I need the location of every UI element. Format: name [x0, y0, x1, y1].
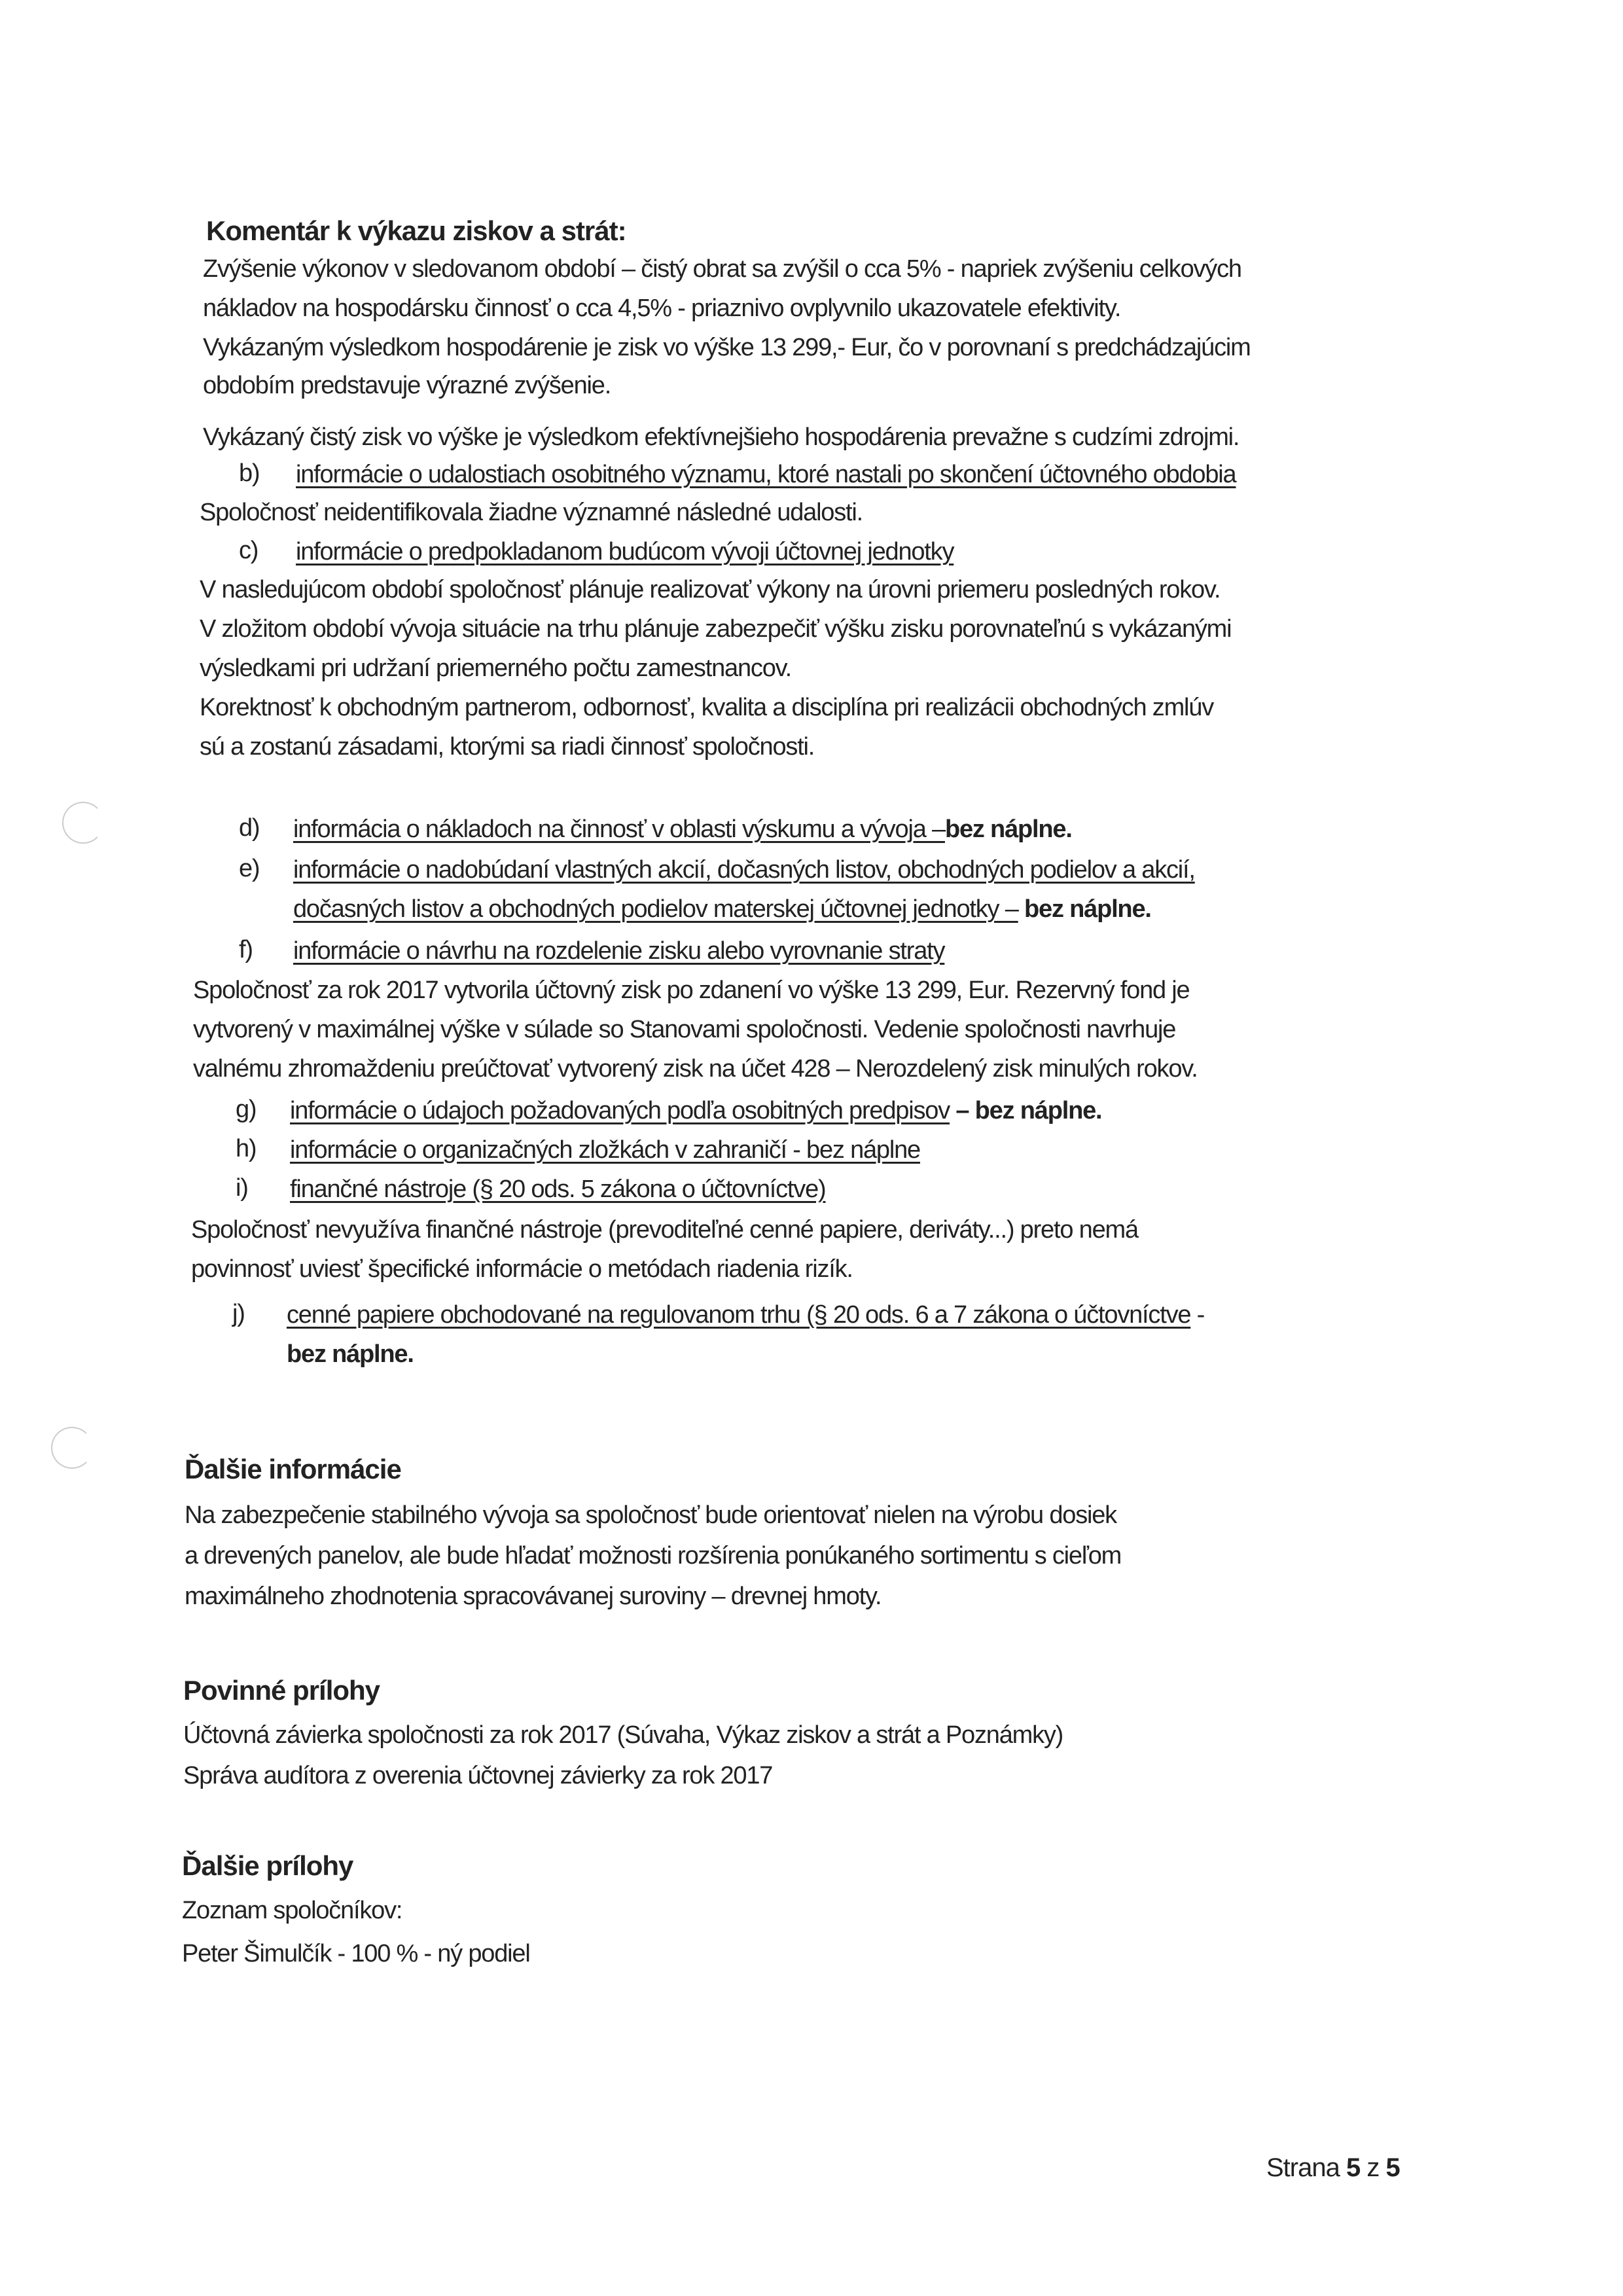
text-line: výsledkami pri udržaní priemerného počtu zamestnancov.: [200, 655, 791, 682]
text-line: Správa audítora z overenia účtovnej závierky za rok 2017: [183, 1762, 773, 1789]
text-line: sú a zostanú zásadami, ktorými sa riadi činnosť spoločnosti.: [200, 733, 815, 761]
item-title: informácie o údajoch požadovaných podľa osobitných predpisov: [290, 1097, 950, 1124]
item-suffix: bez náplne.: [1024, 895, 1151, 923]
comment-heading: Komentár k výkazu ziskov a strát:: [206, 215, 626, 246]
item-label: f): [239, 936, 253, 963]
text-line: Zvýšenie výkonov v sledovanom období – čistý obrat sa zvýšil o cca 5% - napriek zvýšeniu celkových: [203, 255, 1241, 283]
punch-hole: [62, 802, 104, 844]
item-label: d): [239, 814, 260, 842]
text-line: maximálneho zhodnotenia spracovávanej suroviny – drevnej hmoty.: [185, 1583, 882, 1610]
item-dash: -: [1196, 1301, 1205, 1329]
text-line: nákladov na hospodársku činnosť o cca 4,5% - priaznivo ovplyvnilo ukazovatele efektivity.: [203, 295, 1121, 322]
item-title-row: [287, 1300, 1204, 1330]
item-title: informácie o organizačných zložkách v zahraničí - bez náplne: [290, 1136, 920, 1164]
page-current: 5: [1346, 2153, 1361, 2182]
item-title: dočasných listov a obchodných podielov materskej účtovnej jednotky –: [293, 895, 1018, 923]
section-heading: Ďalšie prílohy: [182, 1850, 353, 1881]
item-suffix: – bez náplne.: [955, 1097, 1102, 1124]
item-label: e): [239, 855, 260, 882]
text-line: povinnosť uviesť špecifické informácie o metódach riadenia rizík.: [191, 1255, 853, 1283]
text-line: vytvorený v maximálnej výške v súlade so Stanovami spoločnosti. Vedenie spoločnosti navrhuje: [193, 1016, 1176, 1043]
item-title: informácie o predpokladanom budúcom vývoji účtovnej jednotky: [296, 538, 954, 565]
text-line: Vykázaným výsledkom hospodárenie je zisk vo výške 13 299,- Eur, čo v porovnaní s predchádzajúcim: [203, 334, 1251, 361]
item-title-row: [293, 894, 1151, 924]
item-suffix: bez náplne.: [287, 1340, 414, 1368]
item-title-row: [290, 1096, 1101, 1126]
item-title: informácie o nadobúdaní vlastných akcií, dočasných listov, obchodných podielov a akcií,: [293, 856, 1195, 884]
item-title: finančné nástroje (§ 20 ods. 5 zákona o účtovníctve): [290, 1175, 826, 1203]
page-total: 5: [1385, 2153, 1400, 2182]
item-label: i): [236, 1174, 248, 1202]
item-title-row: [293, 814, 1072, 844]
item-suffix: bez náplne.: [944, 816, 1072, 843]
text-line: valnému zhromaždeniu preúčtovať vytvorený zisk na účet 428 – Nerozdelený zisk minulých rokov.: [193, 1055, 1198, 1083]
page-number: [1266, 2153, 1400, 2183]
item-label: h): [236, 1135, 257, 1162]
item-label: b): [239, 459, 260, 487]
item-label: c): [239, 537, 259, 564]
section-heading: Ďalšie informácie: [185, 1454, 401, 1484]
text-line: Na zabezpečenie stabilného vývoja sa spoločnosť bude orientovať nielen na výrobu dosiek: [185, 1501, 1116, 1529]
item-title: informácie o udalostiach osobitného významu, ktoré nastali po skončení účtovného obdobia: [296, 461, 1236, 488]
text-line: V zložitom období vývoja situácie na trhu plánuje zabezpečiť výšku zisku porovnateľnú s vykázanými: [200, 615, 1232, 643]
item-title: cenné papiere obchodované na regulovanom trhu (§ 20 ods. 6 a 7 zákona o účtovníctve: [287, 1301, 1191, 1329]
item-label: j): [232, 1300, 245, 1327]
item-title: informácie o návrhu na rozdelenie zisku alebo vyrovnanie straty: [293, 937, 945, 965]
text-line: Spoločnosť nevyužíva finančné nástroje (prevoditeľné cenné papiere, deriváty...) preto nemá: [191, 1216, 1138, 1244]
text-line: obdobím predstavuje výrazné zvýšenie.: [203, 372, 611, 399]
text-line: Spoločnosť za rok 2017 vytvorila účtovný zisk po zdanení vo výške 13 299, Eur. Rezervný fond je: [193, 977, 1190, 1004]
text-line: Peter Šimulčík - 100 % - ný podiel: [182, 1940, 530, 1967]
page-sep: z: [1366, 2153, 1380, 2182]
text-line: Zoznam spoločníkov:: [182, 1897, 402, 1924]
section-heading: Povinné prílohy: [183, 1675, 380, 1706]
text-line: Účtovná závierka spoločnosti za rok 2017 (Súvaha, Výkaz ziskov a strát a Poznámky): [183, 1721, 1063, 1749]
text-line: Vykázaný čistý zisk vo výške je výsledkom efektívnejšieho hospodárenia prevažne s cudzími zdrojmi.: [203, 423, 1240, 451]
text-line: Spoločnosť neidentifikovala žiadne významné následné udalosti.: [200, 499, 863, 526]
item-title: informácia o nákladoch na činnosť v oblasti výskumu a vývoja –: [293, 816, 945, 843]
text-line: a drevených panelov, ale bude hľadať možnosti rozšírenia ponúkaného sortimentu s cieľom: [185, 1542, 1122, 1570]
page-prefix: Strana: [1266, 2153, 1340, 2182]
punch-hole: [51, 1427, 93, 1469]
text-line: V nasledujúcom období spoločnosť plánuje realizovať výkony na úrovni priemeru posledných rokov.: [200, 576, 1221, 603]
text-line: Korektnosť k obchodným partnerom, odbornosť, kvalita a disciplína pri realizácii obchodných zmlúv: [200, 694, 1214, 721]
item-label: g): [236, 1096, 257, 1123]
